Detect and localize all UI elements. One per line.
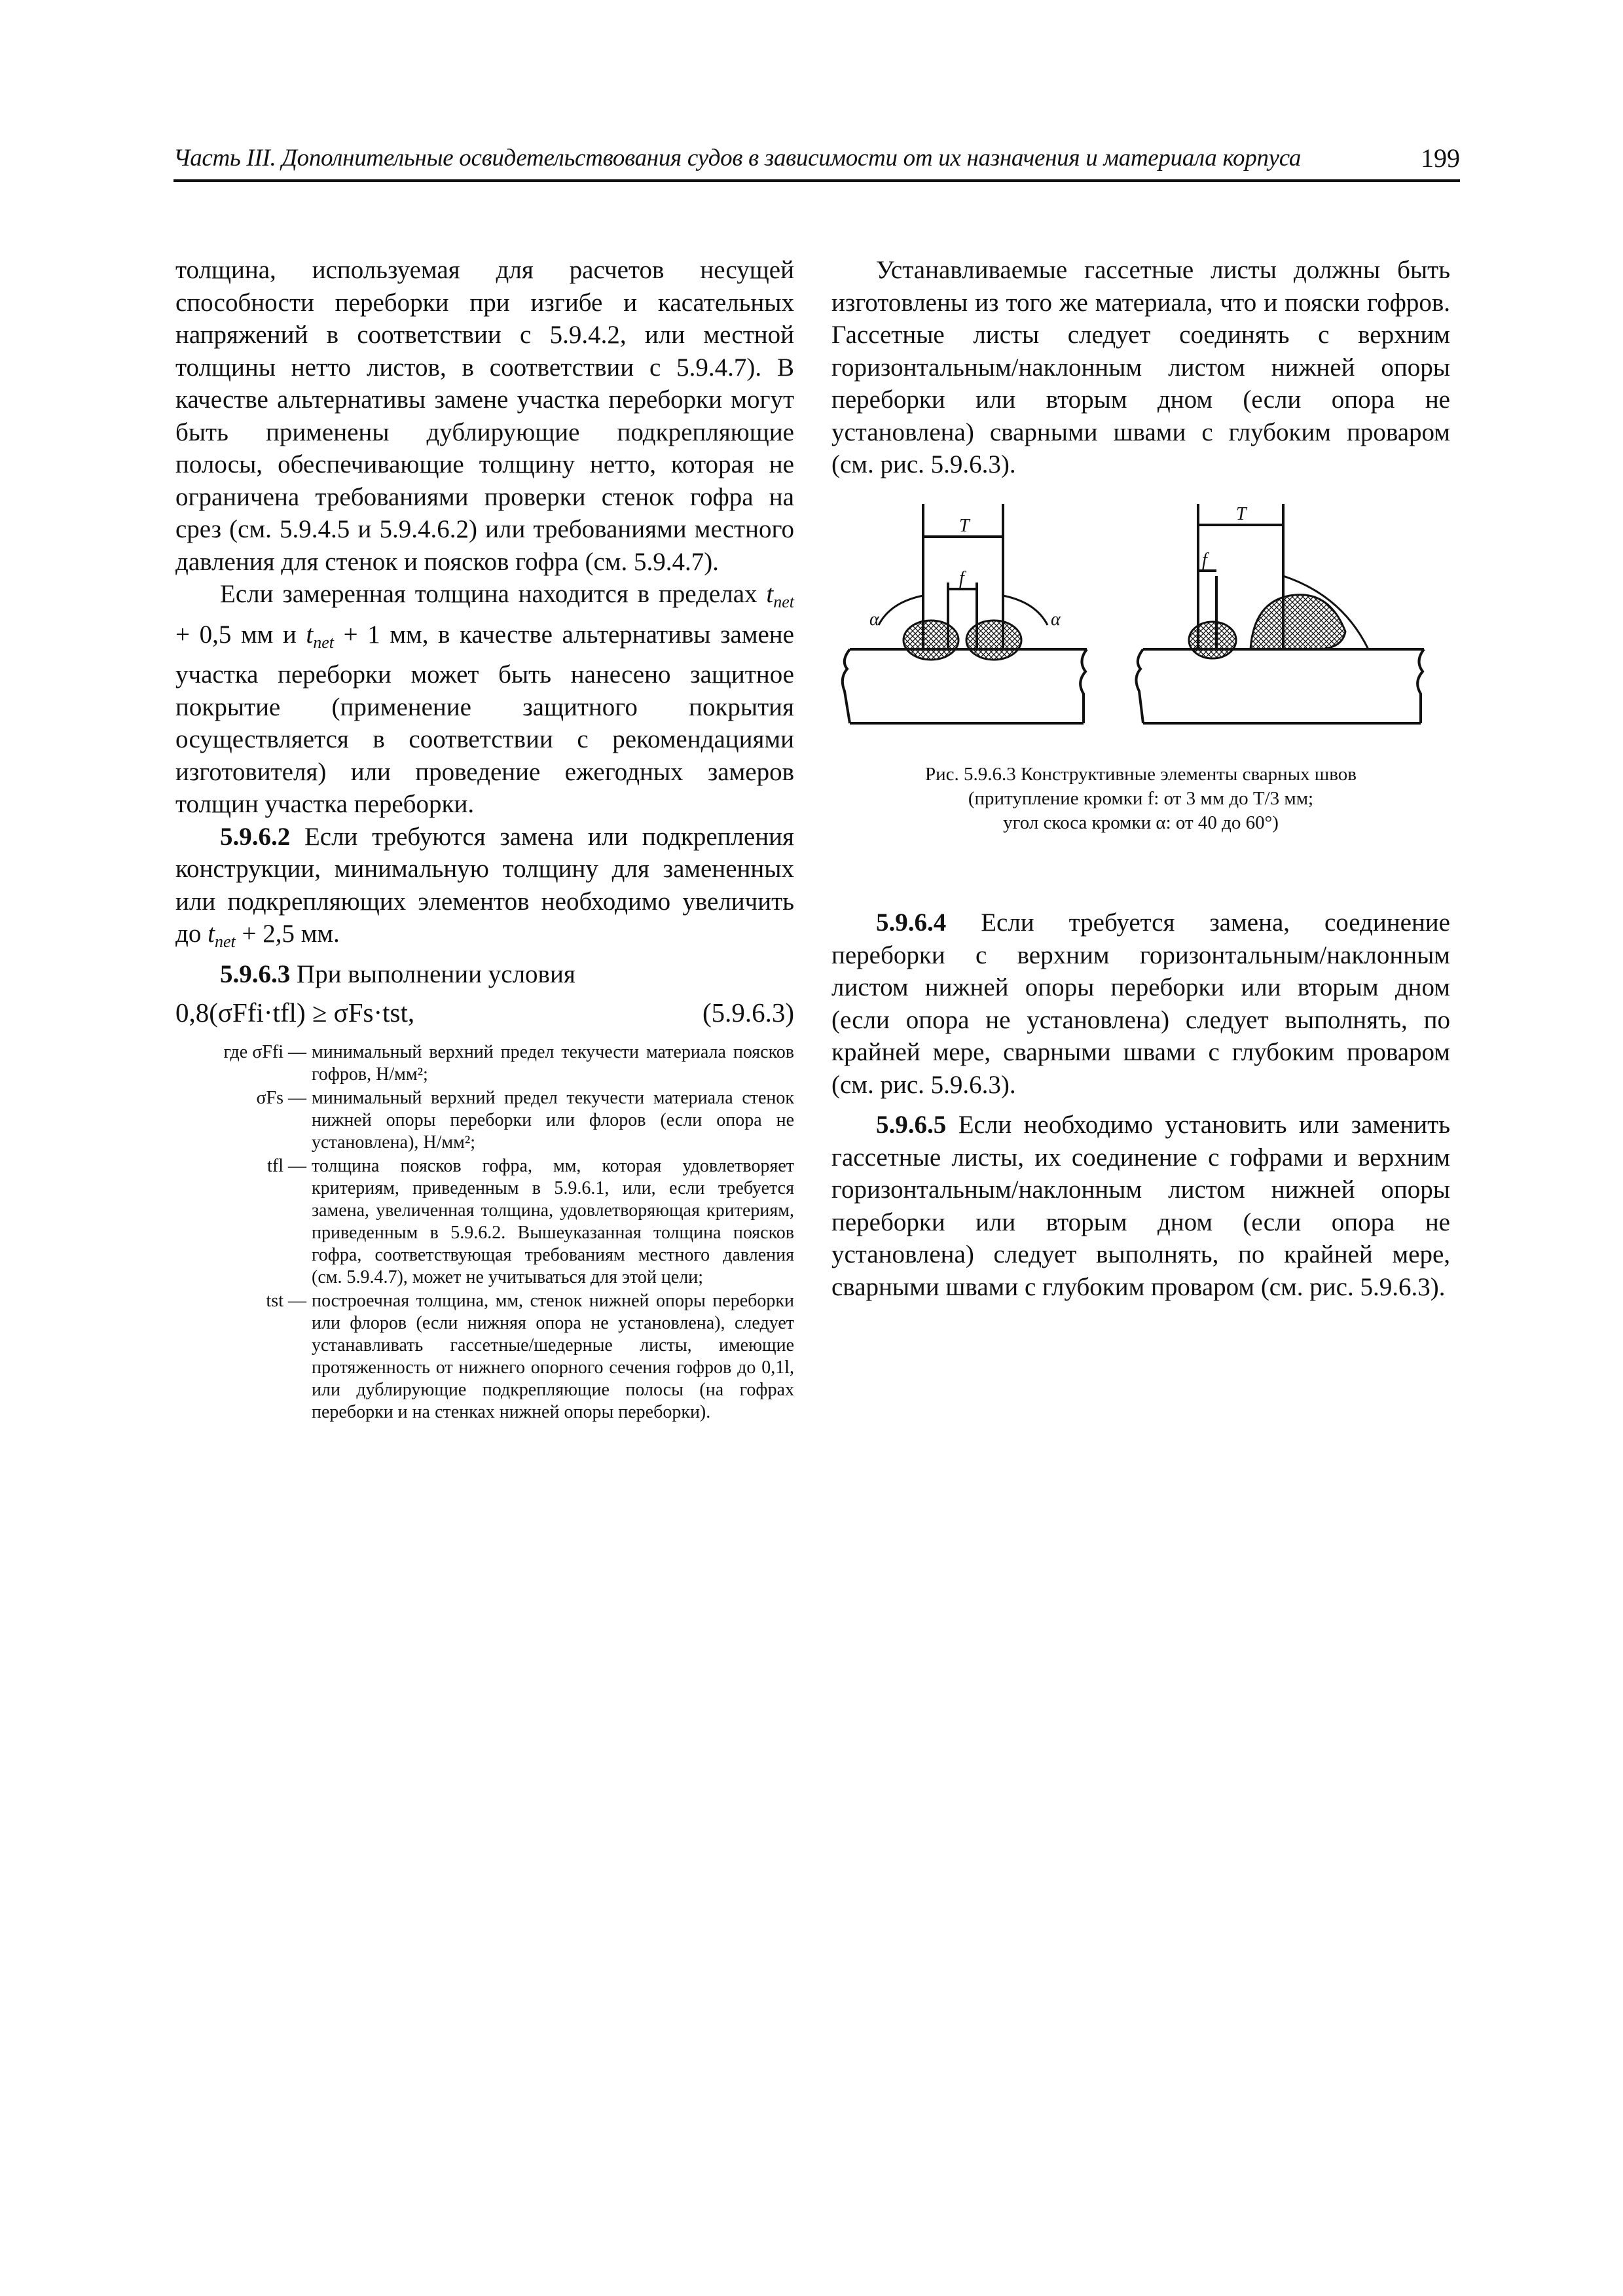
definition-item: σFs — минимальный верхний предел текучести материала стенок нижней опоры переборки или флоров (если опора не установлена), Н/мм²; — [256, 1087, 794, 1153]
paragraph-measured-thickness: Если замеренная толщина находится в пределах $t_{net} + 0,5$ мм и $t_{net} + 1$ мм, в качестве альтернативы замене участка переборки может быть нанесено защитное покрытие (применение защитного покрытия осуществляется в соответствии с рекомендациями изготовителя) или проведение ежегодных замеров толщин участка переборки. — [175, 580, 794, 818]
weld-diagram — [831, 497, 1450, 746]
paragraph-gusset-plates: Устанавливаемые гассетные листы должны быть изготовлены из того же материала, что и пояски гофров. Гассетные листы следует соединять с верхним горизонтальным/наклонным листом нижней опоры переборки или вторым дном (если опора не установлена) сварными швами с глубоким проваром (см. рис. 5.9.6.3). — [831, 256, 1450, 478]
paragraph-5-9-6-3: 5.9.6.3 При выполнении условия — [220, 960, 575, 988]
left-column — [175, 254, 794, 1425]
header-title: Часть III. Дополнительные освидетельствования судов в зависимости от их назначения и материала корпуса — [173, 145, 1302, 171]
paragraph-continuation: толщина, используемая для расчетов несущей способности переборки при изгибе и касательных напряжений в соответствии с 5.9.4.2, или местной толщины нетто листов, в соответствии с 5.9.4.7). В качестве альтернативы замене участка переборки могут быть применены дублирующие подкрепляющие полосы, обеспечивающие толщину нетто, которая не ограничена требованиями проверки стенок гофра на срез (см. 5.9.4.5 и 5.9.4.6.2) или требованиями местного давления для стенок и поясков гофра (см. 5.9.4.7). — [175, 256, 794, 576]
label-alpha-left: α — [869, 609, 879, 630]
page-number: 199 — [1421, 143, 1460, 173]
formula-expression: 0,8(σFfi·tfl) ≥ σFs·tst, — [175, 997, 415, 1028]
label-alpha-right: α — [1051, 609, 1061, 630]
label-T-left: T — [959, 516, 970, 536]
formula-number: (5.9.6.3) — [702, 997, 794, 1028]
label-f-left: f — [959, 568, 964, 588]
base-plate-right — [1136, 649, 1424, 723]
figure-caption: Рис. 5.9.6.3 Конструктивные элементы сварных швов (притупление кромки f: от 3 мм до T/3 мм; угол скоса кромки α: от 40 до 60°) — [925, 764, 1357, 833]
paragraph-5-9-6-5: 5.9.6.5 Если необходимо установить или заменить гассетные листы, их соединение с гофрами и верхним горизонтальным/наклонным листом нижней опоры переборки или вторым дном (если опора не установлена) следует выполнять, по крайней мере, сварными швами с глубоким проваром (см. рис. 5.9.6.3). — [831, 1111, 1450, 1301]
weld-left-2 — [966, 620, 1021, 660]
definitions-list — [175, 1041, 794, 1424]
paragraph-5-9-6-4: 5.9.6.4 Если требуется замена, соединение переборки с верхним горизонтальным/наклонным листом нижней опоры переборки или вторым дном (если опора не установлена) следует выполнять, по крайней мере, сварными швами с глубоким проваром (см. рис. 5.9.6.3). — [831, 908, 1450, 1099]
base-plate-left — [843, 649, 1087, 723]
weld-right-1 — [1189, 622, 1236, 658]
definition-item: где σFfi — минимальный верхний предел текучести материала поясков гофров, Н/мм²; — [223, 1041, 794, 1085]
formula-5-9-6-3 — [175, 997, 794, 1030]
right-column-lower — [831, 906, 1450, 1303]
label-T-right: T — [1236, 504, 1247, 524]
running-header — [173, 143, 1460, 182]
definition-item: tfl — толщина поясков гофра, мм, которая удовлетворяет критериям, приведенным в 5.9.6.1, или, если требуется замена, увеличенная толщина, удовлетворяющая критериям, приведенным в 5.9.6.2. Вышеуказанная толщина поясков гофра, соответствующая требованиям местного давления (см. 5.9.4.7), может не учитываться для этой цели; — [267, 1155, 794, 1287]
paragraph-5-9-6-2: 5.9.6.2 Если требуются замена или подкрепления конструкции, минимальную толщину для замененных или подкрепляющих элементов необходимо увеличить до $t_{net} + 2,5$ мм. — [175, 822, 794, 951]
angle-arc-right — [1003, 596, 1048, 625]
label-f-right: f — [1202, 550, 1207, 570]
definition-item: tst — построечная толщина, мм, стенок нижней опоры переборки или флоров (если нижняя опора не установлена), следует устанавливать гассетные/шедерные листы, имеющие протяженность от нижнего опорного сечения гофров до 0,1l, или дублирующие подкрепляющие полосы (на гофрах переборки и на стенках нижней опоры переборки). — [266, 1290, 794, 1422]
angle-arc-left — [879, 596, 923, 625]
weld-left-1 — [903, 620, 958, 660]
right-column-upper — [831, 254, 1450, 481]
